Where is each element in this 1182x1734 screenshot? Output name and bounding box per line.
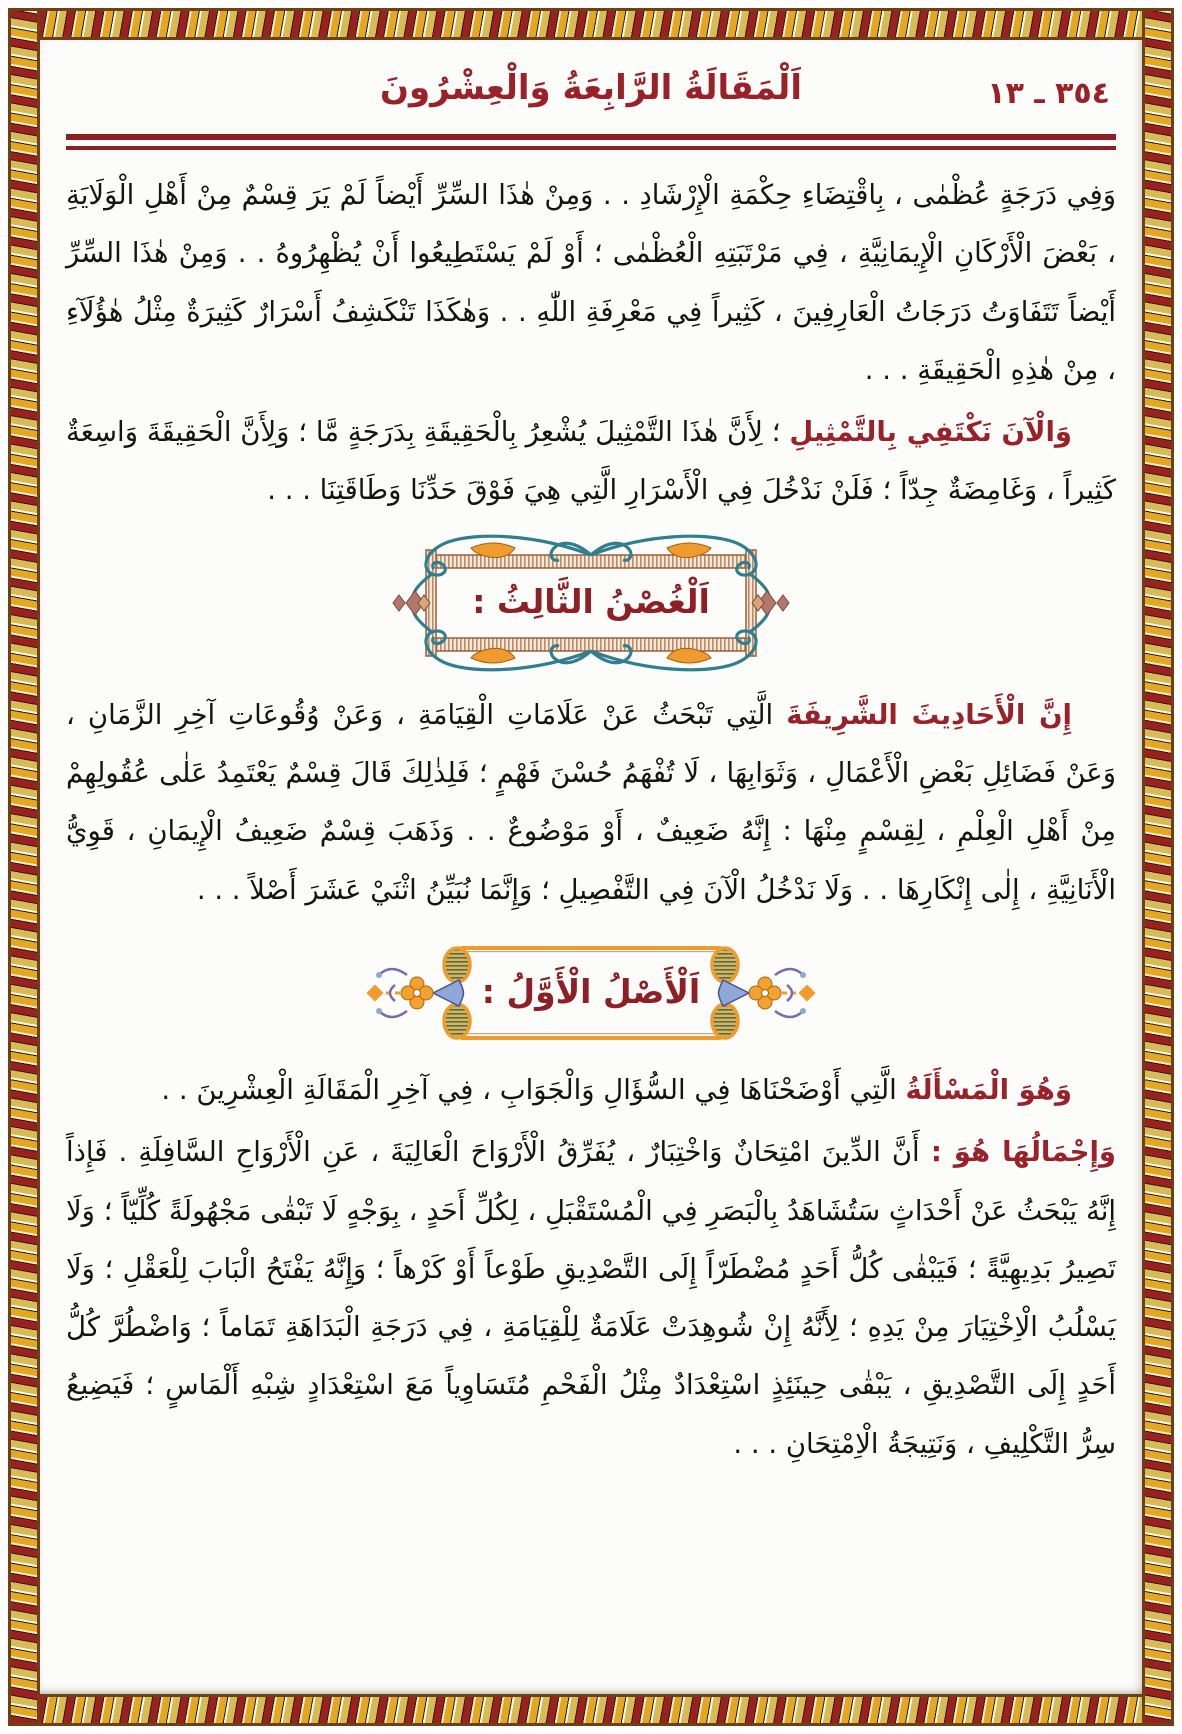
paragraph-2 (66, 403, 1116, 520)
page-title: اَلْمَقَالَةُ الرَّابِعَةُ وَالْعِشْرُونَ (380, 68, 802, 108)
chain-border-bottom (8, 1694, 1174, 1726)
header-rule (66, 134, 1116, 150)
paragraph-3-text: الَّتِي تَبْحَثُ عَنْ عَلَامَاتِ الْقِيَامَةِ ، وَعَنْ وُقُوعَاتِ آخِرِ الزَّمَانِ ، وَعَنْ فَضَائِلِ بَعْضِ الْأَعْمَالِ ، وَثَوَابِهَا ، لَا تُفْهَمُ حُسْنَ فَهْمٍ ؛ فَلِذٰلِكَ قَالَ قِسْمٌ يَعْتَمِدُ عَلٰى عُقُولِهِمْ مِنْ أَهْلِ الْعِلْمِ ، لِقِسْمٍ مِنْهَا : إِنَّهُ ضَعِيفٌ ، أَوْ مَوْضُوعٌ . . وَذَهَبَ قِسْمٌ ضَعِيفُ الْإِيمَانِ ، قَوِيُّ الْأَنَانِيَّةِ ، إِلٰى إِنْكَارِهَا . . وَلَا نَدْخُلُ الْآنَ فِي التَّفْصِيلِ ؛ وَإِنَّمَا نُبَيِّنُ اثْنَيْ عَشَرَ أَصْلاً . . . (66, 698, 1116, 906)
page-content (40, 40, 1142, 1694)
chain-border-top (8, 8, 1174, 40)
chain-border-left (8, 8, 40, 1726)
body-text (66, 166, 1116, 1473)
chain-border-right (1142, 8, 1174, 1726)
paragraph-5 (66, 1123, 1116, 1473)
paragraph-1 (66, 166, 1116, 399)
principle-header-ornament (361, 933, 821, 1053)
lead-phrase: وَهُوَ الْمَسْأَلَةُ (905, 1073, 1072, 1106)
page-number: ٣٥٤ ـ ١٣ (987, 76, 1110, 111)
principle-header: اَلْأَصْلُ الْأَوَّلُ : (481, 971, 701, 1011)
paragraph-5-text: أَنَّ الدِّينَ امْتِحَانٌ وَاخْتِبَارٌ ، يُفَرِّقُ الْأَرْوَاحَ الْعَالِيَةَ ، عَنِ الْأَرْوَاحِ السَّافِلَةِ . فَإِذاً إِنَّهُ يَبْحَثُ عَنْ أَحْدَاثٍ سَتُشَاهَدُ بِالْبَصَرِ فِي الْمُسْتَقْبَلِ ، لِكُلِّ أَحَدٍ ، بِوَجْهٍ لَا تَبْقٰى مَجْهُولَةً كُلِّيّاً ؛ وَلَا تَصِيرُ بَدِيهِيَّةً ؛ فَيَبْقٰى كُلُّ أَحَدٍ مُضْطَرّاً إِلَى التَّصْدِيقِ طَوْعاً أَوْ كَرْهاً ؛ وَإِنَّهُ يَفْتَحُ الْبَابَ لِلْعَقْلِ ؛ وَلَا يَسْلُبُ الْاِخْتِيَارَ مِنْ يَدِهِ ؛ لِأَنَّهُ إِنْ شُوهِدَتْ عَلَامَةٌ لِلْقِيَامَةِ ، فِي دَرَجَةِ الْبَدَاهَةِ تَمَاماً ؛ وَاضْطُرَّ كُلُّ أَحَدٍ إِلَى التَّصْدِيقِ ، يَبْقٰى حِينَئِذٍ اسْتِعْدَادٌ مِثْلُ الْفَحْمِ مُتَسَاوِياً مَعَ اسْتِعْدَادٍ شِبْهِ أَلْمَاسٍ ؛ فَيَضِيعُ سِرُّ التَّكْلِيفِ ، وَنَتِيجَةُ الْاِمْتِحَانِ . . . (66, 1136, 1116, 1460)
paragraph-3 (66, 686, 1116, 919)
paragraph-4 (66, 1061, 1116, 1119)
paragraph-1-text: وَفِي دَرَجَةٍ عُظْمٰى ، بِاقْتِضَاءِ حِكْمَةِ الْإِرْشَادِ . . وَمِنْ هٰذَا السِّرِّ أَيْضاً لَمْ يَرَ قِسْمٌ مِنْ أَهْلِ الْوَلَايَةِ ، بَعْضَ الْأَرْكَانِ الْإِيمَانِيَّةِ ، فِي مَرْتَبَتِهِ الْعُظْمٰى ؛ أَوْ لَمْ يَسْتَطِيعُوا أَنْ يُظْهِرُوهُ . . وَمِنْ هٰذَا السِّرِّ أَيْضاً تَتَفَاوَتُ دَرَجَاتُ الْعَارِفِينَ ، كَثِيراً فِي مَعْرِفَةِ اللّٰهِ . . وَهٰكَذَا تَنْكَشِفُ أَسْرَارٌ كَثِيرَةٌ مِثْلُ هٰؤُلَآءِ ، مِنْ هٰذِهِ الْحَقِيقَةِ . . . (66, 179, 1116, 386)
lead-phrase: إِنَّ الْأَحَادِيثَ الشَّرِيفَةَ (786, 698, 1072, 731)
lead-phrase: وَإِجْمَالُهَا هُوَ : (930, 1136, 1116, 1169)
branch-header-ornament (376, 528, 806, 678)
branch-header: اَلْغُصْنُ الثَّالِثُ : (472, 581, 710, 621)
lead-phrase: وَالْآنَ نَكْتَفِي بِالتَّمْثِيلِ (789, 416, 1072, 449)
paragraph-4-text: الَّتِي أَوْضَحْنَاهَا فِي السُّؤَالِ وَالْجَوَابِ ، فِي آخِرِ الْمَقَالَةِ الْعِشْرِينَ . . (161, 1073, 906, 1106)
paragraph-2-text: ؛ لِأَنَّ هٰذَا التَّمْثِيلَ يُشْعِرُ بِالْحَقِيقَةِ بِدَرَجَةٍ مَّا ؛ وَلِأَنَّ الْحَقِيقَةَ وَاسِعَةٌ كَثِيراً ، وَغَامِضَةٌ جِدّاً ؛ فَلَنْ نَدْخُلَ فِي الْأَسْرَارِ الَّتِي هِيَ فَوْقَ حَدِّنَا وَطَاقَتِنَا . . . (66, 416, 1116, 507)
page-header (66, 64, 1116, 126)
